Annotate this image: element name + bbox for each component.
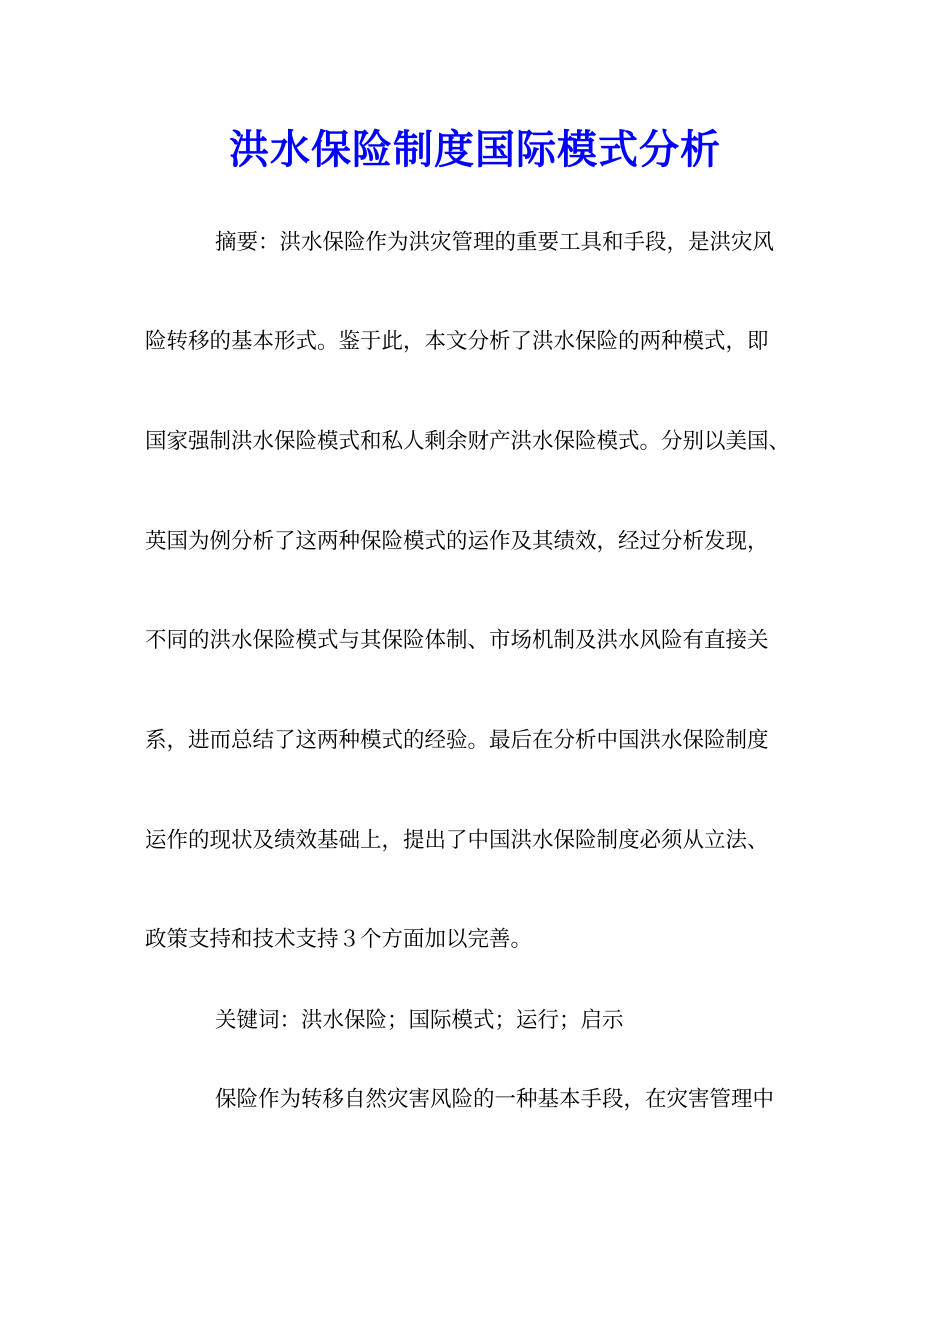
abstract-line-6: 系，进而总结了这两种模式的经验。最后在分析中国洪水保险制度 bbox=[145, 728, 769, 753]
abstract-line-1: 摘要：洪水保险作为洪灾管理的重要工具和手段，是洪灾风 bbox=[215, 230, 775, 255]
document-title: 洪水保险制度国际模式分析 bbox=[229, 126, 721, 173]
abstract-line-5: 不同的洪水保险模式与其保险体制、市场机制及洪水风险有直接关 bbox=[145, 628, 769, 653]
body-paragraph-line-1: 保险作为转移自然灾害风险的一种基本手段，在灾害管理中 bbox=[215, 1087, 775, 1112]
abstract-line-2: 险转移的基本形式。鉴于此，本文分析了洪水保险的两种模式，即 bbox=[145, 329, 769, 354]
abstract-line-8: 政策支持和技术支持３个方面加以完善。 bbox=[145, 927, 533, 952]
abstract-line-7: 运作的现状及绩效基础上，提出了中国洪水保险制度必须从立法、 bbox=[145, 828, 769, 853]
abstract-line-3: 国家强制洪水保险模式和私人剩余财产洪水保险模式。分别以美国、 bbox=[145, 429, 791, 454]
keywords-line: 关键词：洪水保险；国际模式；运行；启示 bbox=[215, 1008, 624, 1033]
abstract-line-4: 英国为例分析了这两种保险模式的运作及其绩效，经过分析发现， bbox=[145, 529, 769, 554]
